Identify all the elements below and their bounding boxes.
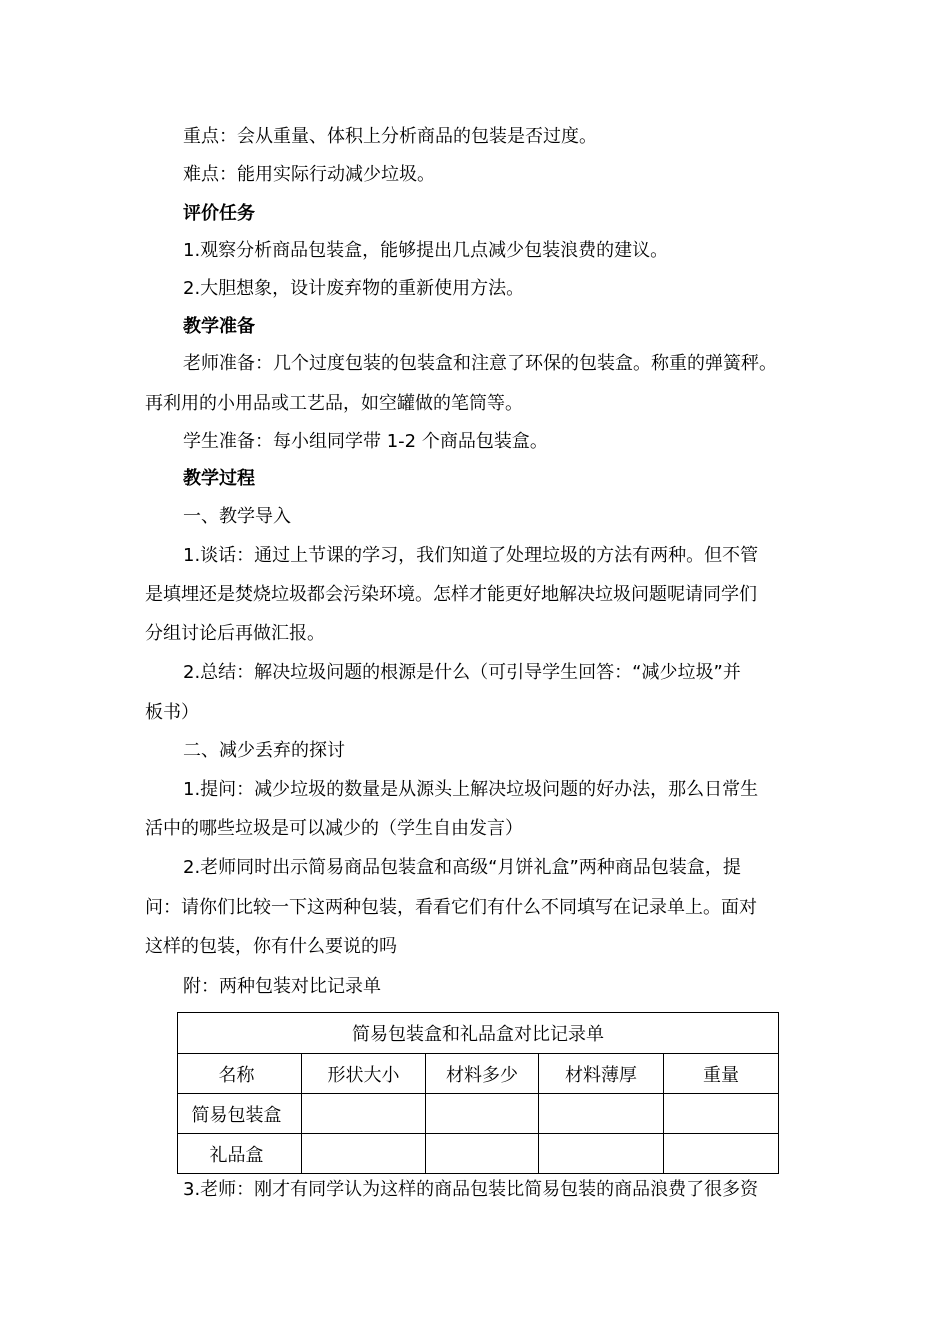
evaluation-item-2: 2.大胆想象，设计废弃物的重新使用方法。 (183, 278, 525, 299)
subsection-intro: 一、教学导入 (183, 506, 291, 527)
paragraph-show-line-2: 问：请你们比较一下这两种包装，看看它们有什么不同填写在记录单上。面对 (145, 897, 757, 918)
paragraph-teacher-line: 3.老师：刚才有同学认为这样的商品包装比简易包装的商品浪费了很多资 (183, 1179, 759, 1200)
teacher-preparation-line-1: 老师准备：几个过度包装的包装盒和注意了环保的包装盒。称重的弹簧秤。 (183, 353, 777, 374)
paragraph-question-line-2: 活中的哪些垃圾是可以减少的（学生自由发言） (145, 818, 523, 839)
header-material-amount: 材料多少 (426, 1054, 539, 1094)
comparison-record-table (177, 1012, 779, 1174)
header-shape-size: 形状大小 (302, 1054, 426, 1094)
table-row (178, 1094, 779, 1134)
paragraph-talk-line-3: 分组讨论后再做汇报。 (145, 623, 325, 644)
paragraph-talk-line-2: 是填埋还是焚烧垃圾都会污染环境。怎样才能更好地解决垃圾问题呢请同学们 (145, 584, 757, 605)
paragraph-show-line-3: 这样的包装，你有什么要说的吗 (145, 936, 397, 957)
section-heading-process: 教学过程 (183, 468, 255, 489)
evaluation-item-1: 1.观察分析商品包装盒，能够提出几点减少包装浪费的建议。 (183, 240, 669, 261)
table-cell (664, 1094, 779, 1134)
key-point-line: 重点：会从重量、体积上分析商品的包装是否过度。 (183, 126, 597, 147)
table-cell (302, 1134, 426, 1174)
header-weight: 重量 (664, 1054, 779, 1094)
row-label-simple-box: 简易包装盒 (178, 1094, 302, 1134)
paragraph-show-line-1: 2.老师同时出示简易商品包装盒和高级“月饼礼盒”两种商品包装盒，提 (183, 857, 741, 878)
table-cell (664, 1134, 779, 1174)
paragraph-summary-line-1: 2.总结：解决垃圾问题的根源是什么（可引导学生回答：“减少垃圾”并 (183, 662, 741, 683)
table-cell (426, 1094, 539, 1134)
table-cell (539, 1094, 664, 1134)
paragraph-summary-line-2: 板书） (145, 702, 199, 723)
appendix-label: 附：两种包装对比记录单 (183, 976, 381, 997)
table-header-row (178, 1054, 779, 1094)
table-cell (302, 1094, 426, 1134)
row-label-gift-box: 礼品盒 (178, 1134, 302, 1174)
table-cell (426, 1134, 539, 1174)
paragraph-question-line-1: 1.提问：减少垃圾的数量是从源头上解决垃圾问题的好办法，那么日常生 (183, 779, 759, 800)
table-row (178, 1134, 779, 1174)
section-heading-evaluation: 评价任务 (183, 203, 255, 224)
paragraph-talk-line-1: 1.谈话：通过上节课的学习，我们知道了处理垃圾的方法有两种。但不管 (183, 545, 759, 566)
table-cell (539, 1134, 664, 1174)
table-caption: 简易包装盒和礼品盒对比记录单 (178, 1013, 779, 1054)
header-name: 名称 (178, 1054, 302, 1094)
difficulty-line: 难点：能用实际行动减少垃圾。 (183, 164, 435, 185)
header-material-thickness: 材料薄厚 (539, 1054, 664, 1094)
subsection-discussion: 二、减少丢弃的探讨 (183, 740, 345, 761)
section-heading-preparation: 教学准备 (183, 316, 255, 337)
teacher-preparation-line-2: 再利用的小用品或工艺品，如空罐做的笔筒等。 (145, 393, 523, 414)
student-preparation-line: 学生准备：每小组同学带 1-2 个商品包装盒。 (183, 431, 548, 452)
